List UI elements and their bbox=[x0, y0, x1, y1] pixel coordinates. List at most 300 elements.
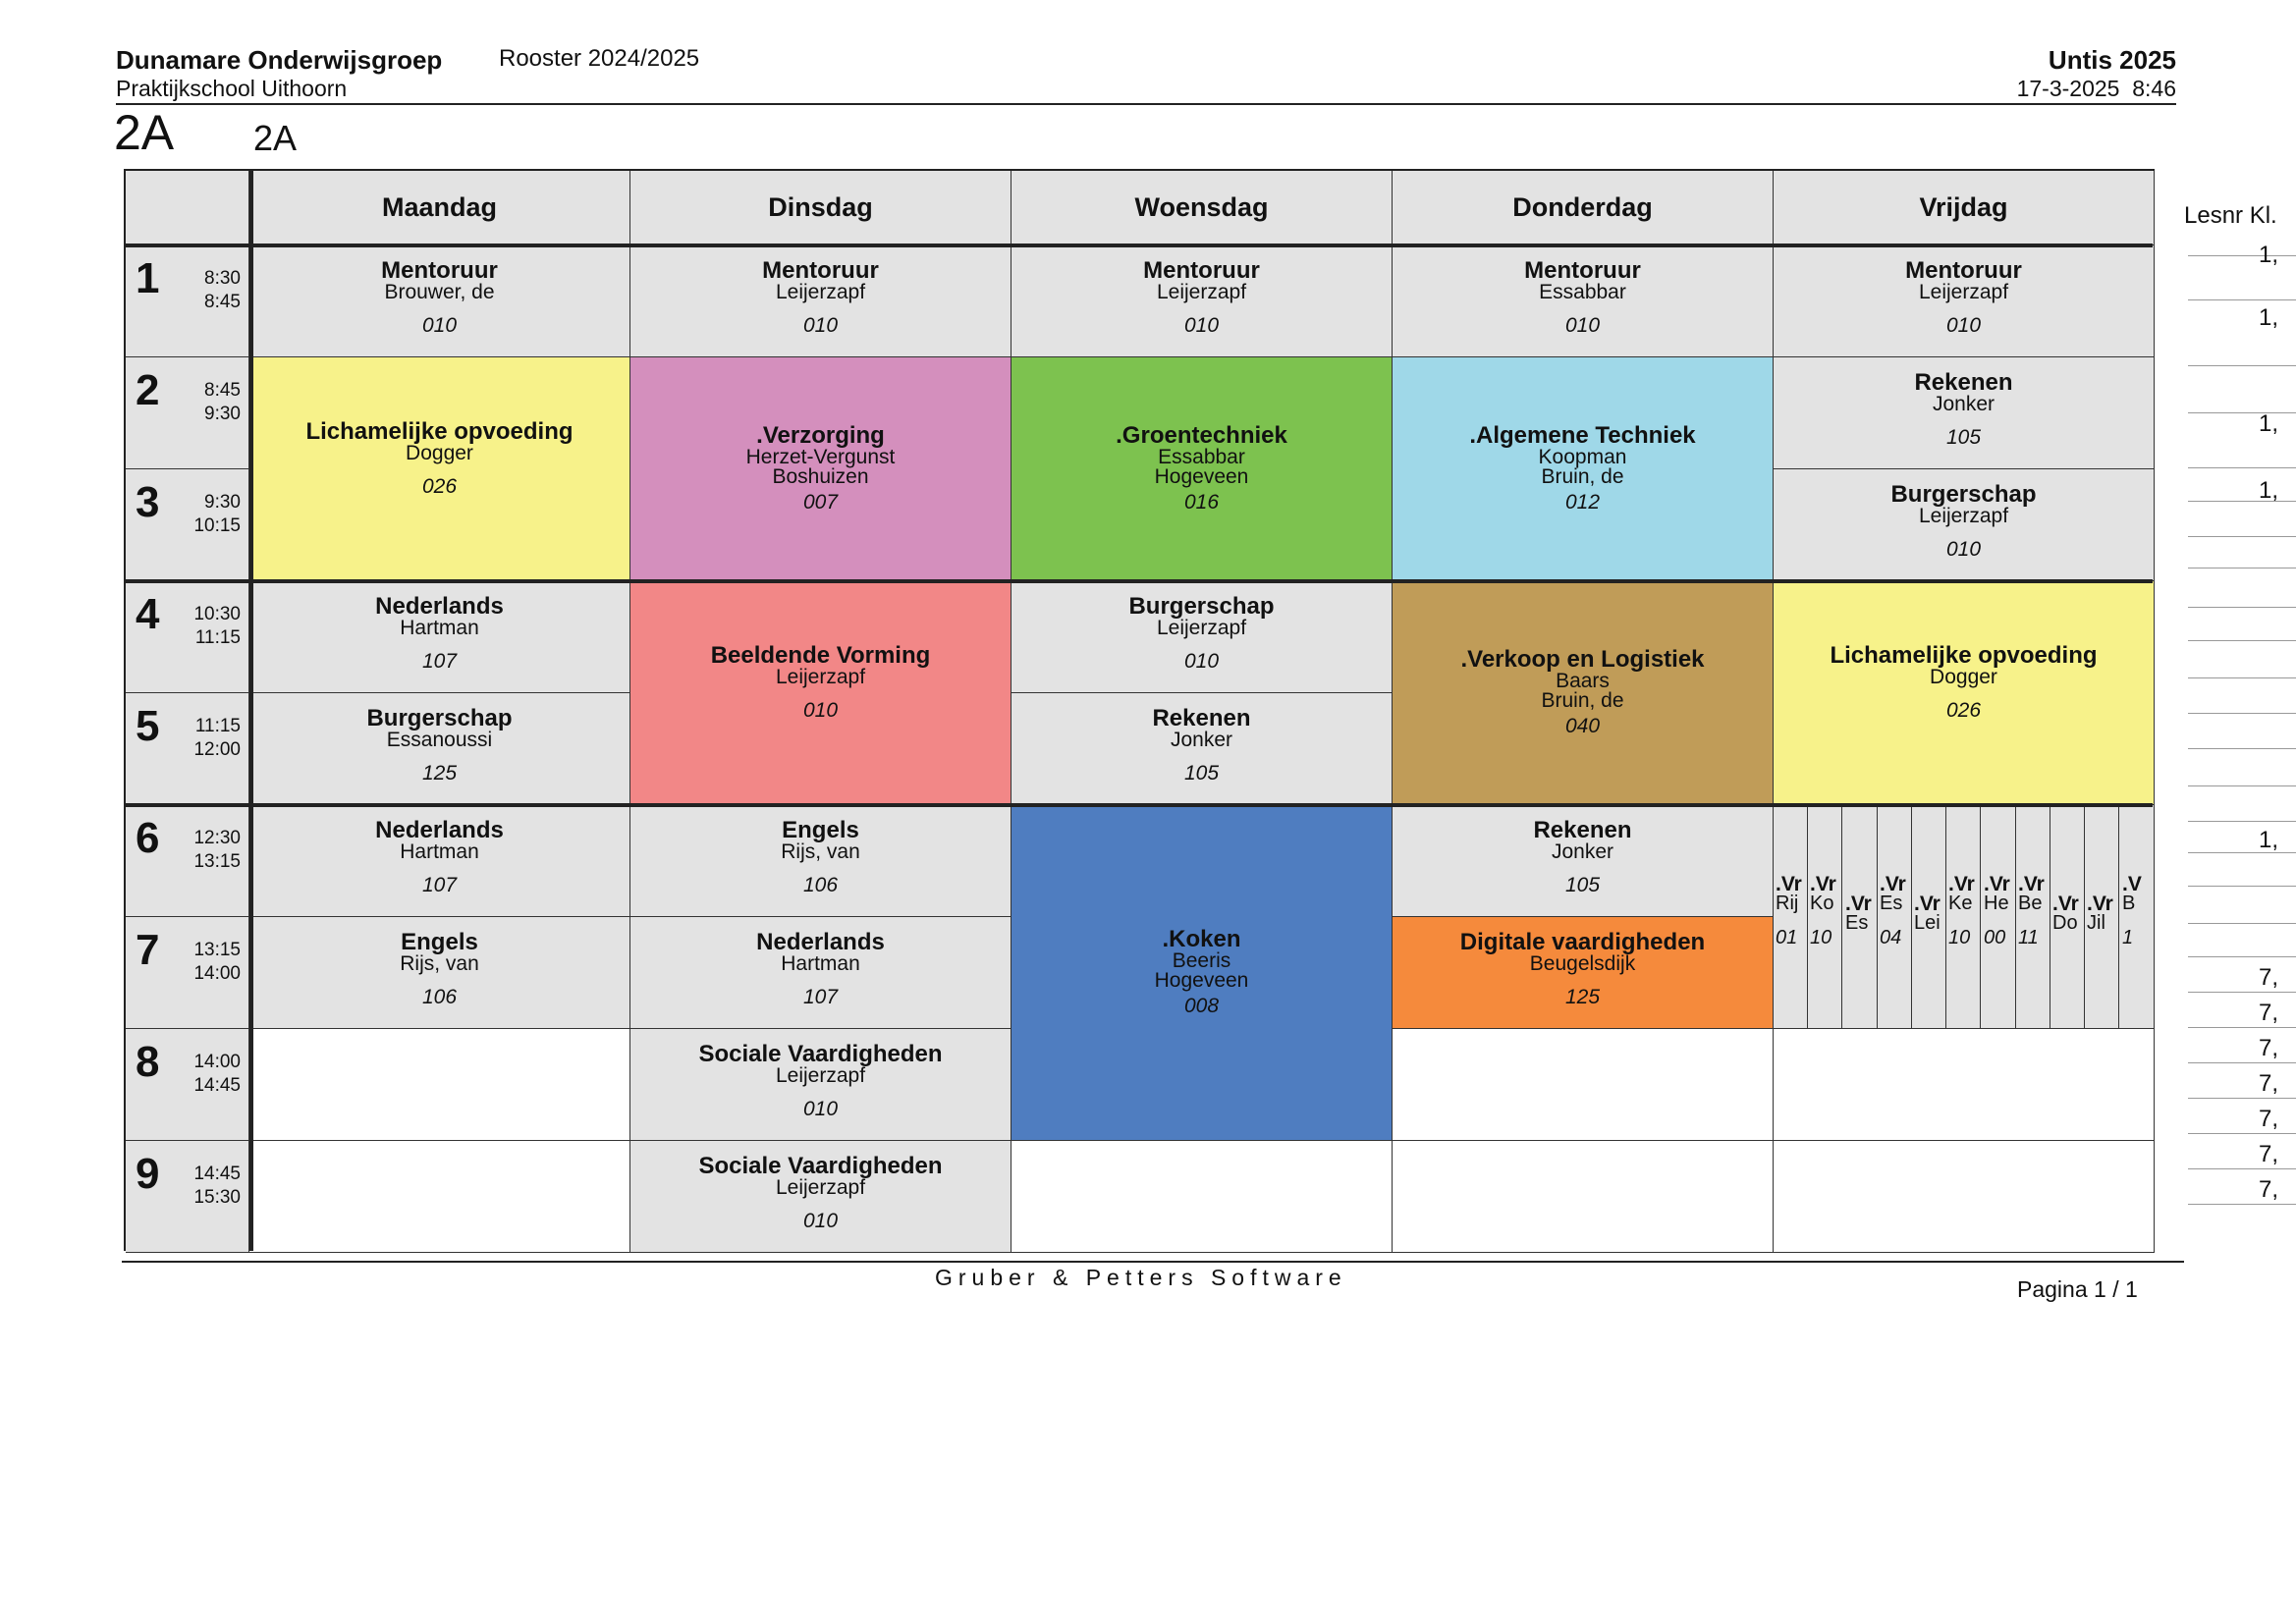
split-lesson-content bbox=[1946, 873, 1980, 948]
lesson-block[interactable] bbox=[1774, 469, 2155, 581]
lesson-subject: Nederlands bbox=[375, 593, 504, 620]
split-lesson-teacher: Do bbox=[2052, 912, 2078, 934]
split-lesson-content bbox=[1808, 873, 1841, 948]
timetable-grid bbox=[124, 169, 2155, 1251]
lesson-content bbox=[630, 259, 1011, 338]
split-lesson-subject: .Vr bbox=[1948, 873, 1975, 895]
lesson-content bbox=[1011, 928, 1392, 1018]
period-time bbox=[193, 603, 241, 650]
period-number: 5 bbox=[136, 702, 160, 750]
lesson-teacher: Beugelsdijk bbox=[1529, 952, 1636, 975]
lesson-block[interactable] bbox=[630, 917, 1011, 1029]
lesson-content bbox=[1011, 707, 1392, 785]
lesson-teacher: Bruin, de bbox=[1541, 465, 1624, 488]
lesson-teacher: Jonker bbox=[1170, 729, 1233, 751]
print-timestamp: 17-3-2025 8:46 bbox=[2016, 76, 2176, 101]
split-lesson-content bbox=[1878, 873, 1911, 948]
lesson-subject: Engels bbox=[401, 929, 478, 955]
lesson-teacher: Dogger bbox=[406, 442, 473, 464]
side-table-divider bbox=[2188, 821, 2296, 822]
lesson-room: 026 bbox=[421, 475, 458, 498]
period-time bbox=[193, 939, 241, 986]
period-3 bbox=[126, 469, 249, 581]
period-5 bbox=[126, 693, 249, 805]
lesson-room: 016 bbox=[1183, 491, 1220, 514]
lesson-room: 010 bbox=[802, 314, 839, 337]
side-table-divider bbox=[2188, 923, 2296, 924]
day-header-donderdag: Donderdag bbox=[1393, 171, 1774, 245]
lesson-teacher: Dogger bbox=[1930, 666, 1997, 688]
split-lesson-content bbox=[1982, 873, 2015, 948]
lesson-teacher: Leijerzapf bbox=[775, 1064, 866, 1087]
side-table-divider bbox=[2188, 1098, 2296, 1099]
lesson-content bbox=[1011, 595, 1392, 674]
lesson-subject: Burgerschap bbox=[366, 705, 513, 731]
lesson-room: 010 bbox=[421, 314, 458, 337]
side-table-divider bbox=[2188, 412, 2296, 413]
lesson-content bbox=[630, 931, 1011, 1009]
lesson-teacher: Rijs, van bbox=[400, 952, 479, 975]
split-lesson-content bbox=[2050, 895, 2084, 933]
split-lesson-subject: .Vr bbox=[2087, 893, 2113, 915]
lesson-subject: Rekenen bbox=[1533, 817, 1632, 843]
split-lesson-room: 04 bbox=[1880, 927, 1902, 948]
period-end: 10:15 bbox=[193, 515, 241, 536]
lesson-room: 105 bbox=[1564, 874, 1601, 896]
split-lesson-content bbox=[1843, 895, 1877, 933]
split-lesson-room: 10 bbox=[1948, 927, 1971, 948]
lesson-content bbox=[249, 595, 629, 674]
split-lesson-subject: .Vr bbox=[2052, 893, 2079, 915]
side-table-divider bbox=[2188, 1062, 2296, 1063]
lesson-block[interactable] bbox=[1393, 805, 1774, 917]
lesson-block[interactable] bbox=[249, 581, 630, 693]
lesson-teacher: Bruin, de bbox=[1541, 689, 1624, 712]
lesson-room: 125 bbox=[1564, 986, 1601, 1008]
lesson-content bbox=[1393, 259, 1773, 338]
side-table-value: 1, bbox=[2259, 242, 2279, 268]
lesson-content bbox=[1393, 424, 1773, 514]
period-end: 13:15 bbox=[193, 851, 241, 872]
period-2 bbox=[126, 357, 249, 469]
split-lesson[interactable] bbox=[1843, 805, 1878, 1028]
empty-slot bbox=[1774, 1141, 2155, 1253]
period-9 bbox=[126, 1141, 249, 1253]
lesson-teacher: Leijerzapf bbox=[1156, 281, 1247, 303]
lesson-teacher: Leijerzapf bbox=[775, 281, 866, 303]
lesson-subject: Lichamelijke opvoeding bbox=[1830, 642, 2098, 669]
split-lesson[interactable] bbox=[2050, 805, 2085, 1028]
lesson-teacher: Koopman bbox=[1538, 446, 1627, 468]
side-table-value: 7, bbox=[2259, 1000, 2279, 1026]
lesson-block[interactable] bbox=[630, 1029, 1011, 1141]
side-table-divider bbox=[2188, 852, 2296, 853]
lesson-teacher: Leijerzapf bbox=[775, 666, 866, 688]
lesson-teacher: Jonker bbox=[1551, 840, 1614, 863]
split-lesson-teacher: Es bbox=[1880, 893, 1903, 914]
side-table-value: 7, bbox=[2259, 964, 2279, 991]
lesson-room: 008 bbox=[1183, 995, 1220, 1017]
lesson-room: 007 bbox=[802, 491, 839, 514]
split-lesson[interactable] bbox=[2016, 805, 2050, 1028]
period-time bbox=[193, 1163, 241, 1210]
lesson-room: 107 bbox=[421, 874, 458, 896]
lesson-subject: Sociale Vaardigheden bbox=[698, 1153, 943, 1179]
lesson-content bbox=[1774, 371, 2154, 450]
lesson-subject: Mentoruur bbox=[1524, 257, 1641, 284]
side-table-value: 7, bbox=[2259, 1176, 2279, 1203]
empty-slot bbox=[1393, 1029, 1774, 1141]
lesson-content bbox=[1774, 483, 2154, 562]
lesson-room: 010 bbox=[802, 1098, 839, 1120]
grid-separator-vertical bbox=[249, 171, 253, 1251]
lesson-block[interactable] bbox=[1011, 693, 1393, 805]
period-time bbox=[204, 379, 241, 426]
lesson-teacher: Hartman bbox=[781, 952, 860, 975]
lesson-block[interactable] bbox=[1011, 245, 1393, 357]
split-lesson-subject: .Vr bbox=[1845, 893, 1872, 915]
lesson-block[interactable] bbox=[249, 917, 630, 1029]
lesson-block[interactable] bbox=[1774, 245, 2155, 357]
lesson-content bbox=[1393, 648, 1773, 738]
lesson-block[interactable] bbox=[630, 1141, 1011, 1253]
lesson-subject: Nederlands bbox=[375, 817, 504, 843]
lesson-block[interactable] bbox=[630, 581, 1011, 805]
lesson-teacher: Boshuizen bbox=[772, 465, 869, 488]
split-lesson-room: 01 bbox=[1776, 927, 1798, 948]
split-lesson[interactable] bbox=[1774, 805, 1808, 1028]
lesson-subject: Mentoruur bbox=[1143, 257, 1260, 284]
rooster-year: Rooster 2024/2025 bbox=[499, 45, 700, 72]
split-lesson[interactable] bbox=[1946, 805, 1981, 1028]
lesson-subject: Beeldende Vorming bbox=[710, 642, 931, 669]
split-lesson[interactable] bbox=[1808, 805, 1842, 1028]
side-table-divider bbox=[2188, 956, 2296, 957]
lesson-content bbox=[630, 1155, 1011, 1233]
side-table-divider bbox=[2188, 1204, 2296, 1205]
grid-corner bbox=[126, 171, 249, 245]
lesson-subject: .Verzorging bbox=[756, 422, 885, 449]
split-lesson-subject: .V bbox=[2122, 873, 2142, 895]
side-table-value: 1, bbox=[2259, 410, 2279, 437]
lesson-room: 010 bbox=[1945, 538, 1982, 561]
lesson-content bbox=[1393, 819, 1773, 897]
lesson-room: 012 bbox=[1564, 491, 1601, 514]
side-table-value: 1, bbox=[2259, 304, 2279, 331]
split-lesson[interactable] bbox=[1878, 805, 1912, 1028]
lesson-block[interactable] bbox=[249, 693, 630, 805]
page-number: Pagina 1 / 1 bbox=[2017, 1276, 2138, 1302]
day-header-woensdag: Woensdag bbox=[1011, 171, 1393, 245]
lesson-teacher: Hartman bbox=[400, 617, 479, 639]
period-number: 7 bbox=[136, 926, 160, 974]
lesson-subject: .Algemene Techniek bbox=[1469, 422, 1696, 449]
period-number: 2 bbox=[136, 366, 160, 414]
lesson-teacher: Essabbar bbox=[1539, 281, 1626, 303]
period-end: 8:45 bbox=[204, 292, 241, 312]
lesson-room: 107 bbox=[802, 986, 839, 1008]
period-start: 14:00 bbox=[193, 1052, 241, 1072]
empty-slot bbox=[1011, 1141, 1393, 1253]
side-table-divider bbox=[2188, 536, 2296, 537]
lesson-block[interactable] bbox=[1393, 917, 1774, 1029]
lesson-teacher: Essabbar bbox=[1158, 446, 1245, 468]
side-table-divider bbox=[2188, 640, 2296, 641]
period-end: 9:30 bbox=[204, 404, 241, 424]
lesson-room: 107 bbox=[421, 650, 458, 673]
split-lesson-teacher: Lei bbox=[1914, 912, 1941, 934]
lesson-teacher: Herzet-Vergunst bbox=[745, 446, 896, 468]
period-time bbox=[193, 1051, 241, 1098]
lesson-room: 106 bbox=[421, 986, 458, 1008]
side-table-divider bbox=[2188, 501, 2296, 502]
app-name: Untis 2025 bbox=[2048, 45, 2176, 75]
period-number: 1 bbox=[136, 254, 160, 302]
side-table-value: 7, bbox=[2259, 1070, 2279, 1097]
class-title: 2A bbox=[114, 105, 175, 160]
period-start: 8:45 bbox=[204, 380, 241, 401]
period-number: 6 bbox=[136, 814, 160, 862]
lesson-content bbox=[630, 1043, 1011, 1121]
split-lesson-content bbox=[1774, 873, 1807, 948]
lesson-subject: Burgerschap bbox=[1890, 481, 2037, 508]
lesson-content bbox=[249, 420, 629, 499]
lesson-block[interactable] bbox=[1011, 805, 1393, 1141]
side-table-value: 1, bbox=[2259, 827, 2279, 853]
lesson-room: 125 bbox=[421, 762, 458, 785]
lesson-room: 040 bbox=[1564, 715, 1601, 737]
split-lesson-teacher: Ke bbox=[1948, 893, 1973, 914]
lesson-teacher: Brouwer, de bbox=[384, 281, 495, 303]
split-lesson-subject: .Vr bbox=[1880, 873, 1906, 895]
lesson-content bbox=[249, 931, 629, 1009]
lesson-room: 106 bbox=[802, 874, 839, 896]
day-header-dinsdag: Dinsdag bbox=[630, 171, 1011, 245]
lesson-subject: Lichamelijke opvoeding bbox=[305, 418, 574, 445]
side-table-value: 7, bbox=[2259, 1106, 2279, 1132]
side-table-divider bbox=[2188, 1168, 2296, 1169]
split-lesson-subject: .Vr bbox=[2018, 873, 2045, 895]
lesson-block[interactable] bbox=[249, 805, 630, 917]
lesson-block[interactable] bbox=[1011, 357, 1393, 581]
lesson-room: 026 bbox=[1945, 699, 1982, 722]
empty-slot bbox=[249, 1141, 630, 1253]
lesson-block[interactable] bbox=[630, 805, 1011, 917]
vendor-name: Gruber & Petters Software bbox=[935, 1265, 1347, 1290]
side-table-divider bbox=[2188, 992, 2296, 993]
side-table-divider bbox=[2188, 677, 2296, 678]
split-lesson-teacher: Be bbox=[2018, 893, 2043, 914]
lesson-teacher: Hogeveen bbox=[1154, 465, 1249, 488]
split-lesson[interactable] bbox=[1982, 805, 2016, 1028]
lesson-teacher: Leijerzapf bbox=[1918, 505, 2009, 527]
lesson-content bbox=[249, 707, 629, 785]
side-table-divider bbox=[2188, 1133, 2296, 1134]
lesson-subject: Mentoruur bbox=[381, 257, 498, 284]
lesson-subject: Digitale vaardigheden bbox=[1459, 929, 1706, 955]
side-table-divider bbox=[2188, 299, 2296, 300]
split-lesson-content bbox=[2016, 873, 2050, 948]
lesson-block[interactable] bbox=[1774, 357, 2155, 469]
split-lesson-teacher: Es bbox=[1845, 912, 1869, 934]
lesson-teacher: Essanoussi bbox=[386, 729, 493, 751]
period-end: 14:45 bbox=[193, 1075, 241, 1096]
footer-divider bbox=[122, 1261, 2184, 1263]
split-lesson-room: 10 bbox=[1810, 927, 1832, 948]
grid-separator-horizontal bbox=[126, 244, 2153, 247]
day-header-vrijdag: Vrijdag bbox=[1774, 171, 2155, 245]
lesson-teacher: Baars bbox=[1556, 670, 1610, 692]
period-start: 11:15 bbox=[194, 716, 241, 736]
lesson-room: 010 bbox=[802, 699, 839, 722]
side-table-divider bbox=[2188, 886, 2296, 887]
period-time bbox=[193, 715, 241, 762]
lesson-block[interactable] bbox=[630, 245, 1011, 357]
grid-separator-horizontal bbox=[126, 579, 2153, 583]
split-lesson-subject: .Vr bbox=[1810, 873, 1836, 895]
split-lesson-teacher: Rij bbox=[1776, 893, 1799, 914]
split-lesson-room: 11 bbox=[2018, 927, 2039, 948]
lesson-content bbox=[1393, 931, 1773, 1009]
split-lesson[interactable] bbox=[2120, 805, 2155, 1028]
side-table-divider bbox=[2188, 785, 2296, 786]
lesson-teacher: Hogeveen bbox=[1154, 969, 1249, 992]
period-number: 3 bbox=[136, 478, 160, 526]
split-lesson-content bbox=[2120, 873, 2154, 948]
period-start: 10:30 bbox=[193, 604, 241, 624]
period-number: 4 bbox=[136, 590, 160, 638]
side-table-divider bbox=[2188, 713, 2296, 714]
lesson-room: 010 bbox=[1945, 314, 1982, 337]
school-name: Praktijkschool Uithoorn bbox=[116, 76, 348, 101]
lesson-teacher: Leijerzapf bbox=[775, 1176, 866, 1199]
lesson-block[interactable] bbox=[1393, 245, 1774, 357]
lesson-content bbox=[1011, 424, 1392, 514]
lesson-subject: .Koken bbox=[1162, 926, 1241, 952]
lesson-room: 010 bbox=[1564, 314, 1601, 337]
period-end: 11:15 bbox=[194, 627, 241, 648]
period-start: 9:30 bbox=[204, 492, 241, 513]
grid-separator-horizontal bbox=[126, 803, 2153, 807]
period-7 bbox=[126, 917, 249, 1029]
lesson-block[interactable] bbox=[1011, 581, 1393, 693]
split-lesson-subject: .Vr bbox=[1776, 873, 1802, 895]
lesson-teacher: Leijerzapf bbox=[1156, 617, 1247, 639]
lesson-block[interactable] bbox=[249, 357, 630, 581]
day-header-maandag: Maandag bbox=[249, 171, 630, 245]
side-table-divider bbox=[2188, 607, 2296, 608]
split-lesson[interactable] bbox=[2085, 805, 2119, 1028]
side-table-divider bbox=[2188, 255, 2296, 256]
lesson-subject: Rekenen bbox=[1914, 369, 2013, 396]
lesson-room: 105 bbox=[1945, 426, 1982, 449]
lesson-teacher: Jonker bbox=[1932, 393, 1995, 415]
lesson-content bbox=[249, 259, 629, 338]
period-start: 8:30 bbox=[204, 268, 241, 289]
period-time bbox=[204, 267, 241, 314]
period-4 bbox=[126, 581, 249, 693]
lesson-room: 010 bbox=[802, 1210, 839, 1232]
period-start: 13:15 bbox=[193, 940, 241, 960]
lesson-content bbox=[630, 819, 1011, 897]
lesson-content bbox=[630, 644, 1011, 723]
lesson-block[interactable] bbox=[1393, 357, 1774, 581]
empty-slot bbox=[249, 1029, 630, 1141]
side-table-value: 7, bbox=[2259, 1035, 2279, 1061]
period-time bbox=[193, 827, 241, 874]
period-number: 9 bbox=[136, 1150, 160, 1198]
side-table-value: 7, bbox=[2259, 1141, 2279, 1167]
period-start: 14:45 bbox=[193, 1164, 241, 1184]
lesson-block[interactable] bbox=[1774, 581, 2155, 805]
period-1 bbox=[126, 245, 249, 357]
organisation-name: Dunamare Onderwijsgroep bbox=[116, 45, 443, 75]
side-table-divider bbox=[2188, 748, 2296, 749]
lesson-teacher: Rijs, van bbox=[781, 840, 860, 863]
split-lesson-content bbox=[2085, 895, 2118, 933]
lesson-block[interactable] bbox=[630, 357, 1011, 581]
lesson-subject: Sociale Vaardigheden bbox=[698, 1041, 943, 1067]
lesson-subject: .Verkoop en Logistiek bbox=[1460, 646, 1705, 673]
lesson-teacher: Beeris bbox=[1172, 949, 1231, 972]
empty-slot bbox=[1774, 1029, 2155, 1141]
lesson-subject: Mentoruur bbox=[1905, 257, 2022, 284]
lesson-subject: Rekenen bbox=[1152, 705, 1251, 731]
lesson-subject: .Groentechniek bbox=[1116, 422, 1287, 449]
lesson-subject: Mentoruur bbox=[762, 257, 879, 284]
lesson-content bbox=[1774, 259, 2154, 338]
side-table-value: 1, bbox=[2259, 477, 2279, 504]
split-lesson-teacher: Ko bbox=[1810, 893, 1834, 914]
split-lesson-subject: .Vr bbox=[1984, 873, 2010, 895]
period-number: 8 bbox=[136, 1038, 160, 1086]
lesson-content bbox=[249, 819, 629, 897]
split-lesson-teacher: He bbox=[1984, 893, 2009, 914]
class-subtitle: 2A bbox=[253, 118, 298, 158]
lesson-content bbox=[1774, 644, 2154, 723]
side-table-divider bbox=[2188, 467, 2296, 468]
lesson-room: 010 bbox=[1183, 314, 1220, 337]
side-table-divider bbox=[2188, 1027, 2296, 1028]
period-8 bbox=[126, 1029, 249, 1141]
empty-slot bbox=[1393, 1141, 1774, 1253]
split-lesson-subject: .Vr bbox=[1914, 893, 1941, 915]
lesson-teacher: Leijerzapf bbox=[1918, 281, 2009, 303]
period-end: 15:30 bbox=[193, 1187, 241, 1208]
lesson-teacher: Hartman bbox=[400, 840, 479, 863]
lesson-subject: Nederlands bbox=[756, 929, 885, 955]
side-table-divider bbox=[2188, 365, 2296, 366]
header-divider bbox=[116, 103, 2176, 105]
split-lesson[interactable] bbox=[1912, 805, 1946, 1028]
side-table-header: Lesnr Kl. bbox=[2184, 202, 2277, 229]
lesson-content bbox=[630, 424, 1011, 514]
period-end: 12:00 bbox=[193, 739, 241, 760]
period-6 bbox=[126, 805, 249, 917]
lesson-room: 010 bbox=[1183, 650, 1220, 673]
lesson-room: 105 bbox=[1183, 762, 1220, 785]
period-time bbox=[193, 491, 241, 538]
split-lesson-teacher: Jil bbox=[2087, 912, 2105, 934]
lesson-block[interactable] bbox=[249, 245, 630, 357]
period-start: 12:30 bbox=[193, 828, 241, 848]
split-lesson-room: 1 bbox=[2122, 927, 2134, 948]
period-end: 14:00 bbox=[193, 963, 241, 984]
split-lesson-room: 00 bbox=[1984, 927, 2006, 948]
lesson-subject: Engels bbox=[782, 817, 859, 843]
split-lesson-content bbox=[1912, 895, 1945, 933]
lesson-block[interactable] bbox=[1393, 581, 1774, 805]
